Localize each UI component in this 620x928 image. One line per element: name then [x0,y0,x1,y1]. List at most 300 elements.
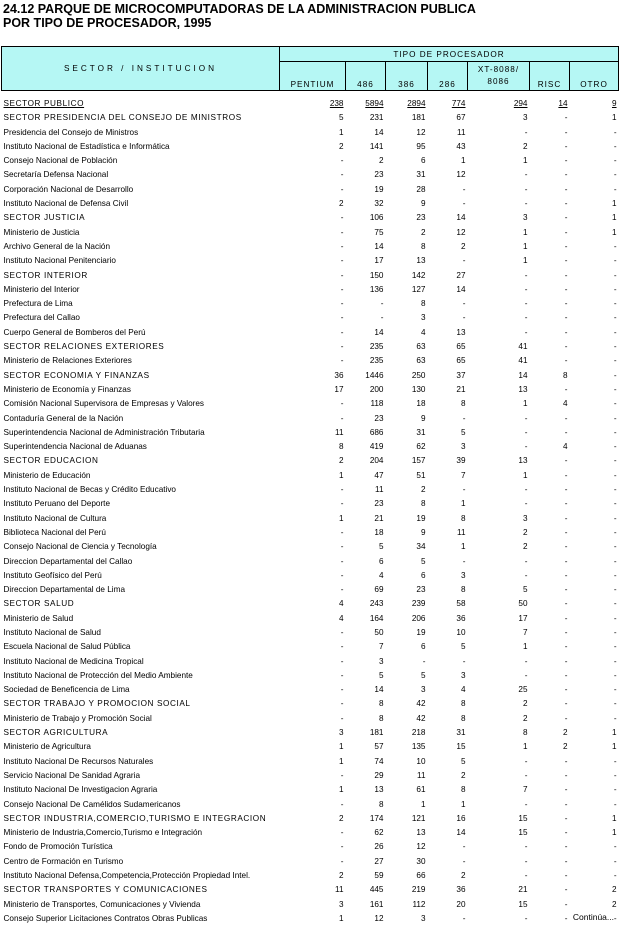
cell-value: 1 [522,470,528,480]
table-body [2,91,619,927]
cell-value: - [613,699,617,709]
cell-value: 219 [411,885,426,895]
cell-value: - [564,327,568,337]
cell-value: 8 [460,699,466,709]
cell-value: - [564,613,568,623]
cell-value: 8 [460,785,466,795]
cell-value: 1 [460,799,466,809]
row-name: Ministerio de Industria,Comercio,Turismo e Integración [3,828,203,838]
institution-row [2,397,619,411]
cell-value: - [524,313,528,323]
row-name: Direccion Departamental del Callao [3,556,133,566]
cell-value: - [613,299,617,309]
cell-value: - [462,413,466,423]
cell-value: 3 [522,113,528,123]
cell-value: - [524,570,528,580]
row-name: Direccion Departamental de Lima [3,585,126,595]
sector-row [2,340,619,354]
cell-value: 2 [460,871,466,881]
cell-value: - [564,284,568,294]
cell-value: 8 [460,713,466,723]
cell-value: - [613,856,617,866]
row-name: Ministerio de Transportes, Comunicaciones y Vivienda [3,899,201,909]
cell-value: 1 [611,742,617,752]
cell-value: 8 [338,442,344,452]
cell-value: 31 [416,170,426,180]
cell-value: - [613,585,617,595]
cell-value: - [613,627,617,637]
cell-value: - [613,284,617,294]
cell-value: 9 [420,413,426,423]
cell-value: 12 [416,842,426,852]
cell-value: 3 [378,656,384,666]
sector-column-header: SECTOR / INSTITUCION [2,47,280,91]
cell-value: 37 [456,370,466,380]
cell-value: 13 [456,327,466,337]
cell-value: - [524,413,528,423]
cell-value: 30 [416,856,426,866]
row-name: Comisión Nacional Supervisora de Empresas y Valores [3,399,205,409]
cell-value: - [613,485,617,495]
cell-value: - [524,670,528,680]
institution-row [2,412,619,426]
institution-row [2,440,619,454]
cell-value: - [613,713,617,723]
cell-value: 2 [562,728,568,738]
cell-value: 29 [374,770,384,780]
institution-row [2,254,619,268]
cell-value: - [340,856,344,866]
cell-value: - [613,156,617,166]
cell-value: - [524,299,528,309]
cell-value: 142 [411,270,426,280]
institution-row [2,555,619,569]
cell-value: 23 [416,213,426,223]
sector-row [2,269,619,283]
cell-value: - [524,913,528,923]
row-name: Fondo de Promoción Turística [3,842,113,852]
cell-value: - [564,384,568,394]
cell-value: - [613,799,617,809]
cell-value: - [613,327,617,337]
cell-value: - [524,485,528,495]
institution-row [2,898,619,912]
cell-value: 19 [374,184,384,194]
cell-value: 7 [522,785,528,795]
cell-value: 1 [611,199,617,209]
row-name: Ministerio de Economía y Finanzas [3,384,131,394]
cell-value: 3 [460,570,466,580]
cell-value: 19 [416,627,426,637]
cell-value: 14 [374,685,384,695]
cell-value: - [340,713,344,723]
institution-row [2,483,619,497]
cell-value: 5 [338,113,344,123]
cell-value: 1 [338,913,344,923]
row-name: Instituto Nacional De Recursos Naturales [3,756,154,766]
institution-row [2,497,619,511]
cell-value: 50 [374,627,384,637]
cell-value: - [340,170,344,180]
cell-value: 1 [338,513,344,523]
cell-value: 50 [518,599,528,609]
institution-row [2,569,619,583]
cell-value: - [524,427,528,437]
cell-value: 4 [338,613,344,623]
cell-value: 1 [460,499,466,509]
cell-value: - [613,513,617,523]
cell-value: - [613,170,617,180]
cell-value: 204 [369,456,384,466]
row-name: SECTOR EDUCACION [3,456,99,466]
cell-value: 39 [456,456,466,466]
cell-value: - [564,127,568,137]
cell-value: 1 [338,127,344,137]
cell-value: - [564,813,568,823]
cell-value: 3 [338,899,344,909]
cell-value: 3 [420,913,426,923]
cell-value: - [613,127,617,137]
cell-value: - [564,785,568,795]
cell-value: 66 [416,871,426,881]
cell-value: 5 [378,542,384,552]
cell-value: - [524,442,528,452]
cell-value: - [462,913,466,923]
cell-value: - [613,141,617,151]
institution-row [2,140,619,154]
row-name: Prefectura de Lima [3,299,73,309]
cell-value: - [340,627,344,637]
cell-value: - [613,613,617,623]
cell-value: - [613,913,617,923]
cell-value: 7 [460,470,466,480]
cell-value: 5 [460,427,466,437]
cell-value: - [340,213,344,223]
cell-value: 8 [420,299,426,309]
row-name: SECTOR RELACIONES EXTERIORES [3,342,165,352]
cell-value: 2 [460,770,466,780]
cell-value: 1 [522,256,528,266]
cell-value: 42 [416,713,426,723]
cell-value: - [340,256,344,266]
cell-value: - [613,642,617,652]
cell-value: 4 [420,327,426,337]
cell-value: 14 [374,327,384,337]
cell-value: - [462,299,466,309]
cell-value: 1 [522,399,528,409]
cell-value: - [613,871,617,881]
col-header-risc: RISC [530,62,570,91]
cell-value: - [564,342,568,352]
cell-value: - [564,699,568,709]
row-name: Sociedad de Beneficencia de Lima [3,685,130,695]
cell-value: 11 [457,127,466,137]
cell-value: - [564,527,568,537]
cell-value: 42 [416,699,426,709]
institution-row [2,354,619,368]
row-name: Servicio Nacional De Sanidad Agraria [3,770,141,780]
cell-value: 1446 [365,370,384,380]
cell-value: - [564,413,568,423]
cell-value: 5 [522,585,528,595]
cell-value: 1 [611,113,617,123]
sector-row [2,812,619,826]
cell-value: 14 [456,284,466,294]
cell-value: - [564,427,568,437]
cell-value: - [613,685,617,695]
institution-row [2,683,619,697]
cell-value: 135 [411,742,426,752]
row-name: SECTOR PUBLICO [3,99,85,108]
cell-value: - [380,313,384,323]
cell-value: 157 [411,456,426,466]
cell-value: 62 [416,442,426,452]
cell-value: - [340,842,344,852]
row-name: Escuela Nacional de Salud Pública [3,642,131,652]
row-name: Consejo Superior Licitaciones Contratos Obras Publicas [3,913,208,923]
cell-value: - [340,656,344,666]
cell-value: 2 [611,885,617,895]
cell-value: - [462,856,466,866]
cell-value: - [613,384,617,394]
institution-row [2,669,619,683]
cell-value: 6 [378,556,384,566]
institution-row [2,783,619,797]
cell-value: 1 [522,742,528,752]
cell-value: 43 [456,141,466,151]
cell-value: - [340,156,344,166]
cell-value: - [564,713,568,723]
cell-value: 121 [411,813,426,823]
institution-row [2,840,619,854]
cell-value: - [613,785,617,795]
cell-value: - [564,213,568,223]
row-name: Contaduría General de la Nación [3,413,124,423]
cell-value: 6 [420,156,426,166]
cell-value: - [564,770,568,780]
cell-value: 127 [411,284,426,294]
cell-value: 5 [460,756,466,766]
cell-value: - [340,828,344,838]
cell-value: - [340,770,344,780]
row-name: Instituto Nacional De Investigacion Agraria [3,785,158,795]
cell-value: - [524,284,528,294]
cell-value: - [340,799,344,809]
institution-row [2,826,619,840]
page-title [3,2,476,30]
sector-row [2,726,619,740]
row-name: Ministerio de Educación [3,470,91,480]
cell-value: 8 [378,699,384,709]
cell-value: 10 [456,627,466,637]
cell-value: 3 [460,670,466,680]
cell-value: 58 [456,599,466,609]
cell-value: 8 [420,499,426,509]
row-name: SECTOR TRABAJO Y PROMOCION SOCIAL [3,699,191,709]
cell-value: 1 [611,213,617,223]
cell-value: - [613,241,617,251]
cell-value: 1 [338,756,344,766]
cell-value: 2 [460,241,466,251]
cell-value: 2 [522,699,528,709]
cell-value: 5 [420,556,426,566]
cell-value: - [564,685,568,695]
cell-value: 2 [420,227,426,237]
cell-value: 23 [374,170,384,180]
cell-value: - [613,313,617,323]
cell-value: 2 [338,456,344,466]
cell-value: 2 [522,542,528,552]
cell-value: - [564,170,568,180]
cell-value: - [613,499,617,509]
cell-value: 3 [460,442,466,452]
cell-value: - [524,184,528,194]
cell-value: 21 [518,885,528,895]
cell-value: 2 [338,199,344,209]
cell-value: - [524,842,528,852]
cell-value: 106 [369,213,384,223]
institution-row [2,126,619,140]
col-header-486: 486 [346,62,386,91]
cell-value: - [564,470,568,480]
cell-value: - [613,556,617,566]
cell-value: - [564,885,568,895]
cell-value: 23 [416,585,426,595]
row-name: Consejo Nacional De Camélidos Sudamericanos [3,799,181,809]
cell-value: 21 [456,384,466,394]
cell-value: 59 [374,871,384,881]
cell-value: - [564,570,568,580]
cell-value: 57 [374,742,384,752]
cell-value: - [613,527,617,537]
row-name: SECTOR SALUD [3,599,75,609]
cell-value: 20 [456,899,466,909]
sector-row [2,91,619,112]
title-line-1: 24.12 PARQUE DE MICROCOMPUTADORAS DE LA ADMINISTRACION PUBLICA [3,2,476,16]
row-name: Ministerio de Justicia [3,227,80,237]
cell-value: - [613,756,617,766]
row-name: SECTOR JUSTICIA [3,213,86,223]
institution-row [2,655,619,669]
institution-row [2,540,619,554]
cell-value: - [462,842,466,852]
cell-value: 8 [562,370,568,380]
cell-value: 8 [522,728,528,738]
cell-value: 2 [338,813,344,823]
cell-value: - [340,342,344,352]
cell-value: 5 [378,670,384,680]
cell-value: 11 [335,885,344,895]
cell-value: - [422,656,426,666]
cell-value: - [613,770,617,780]
cell-value: 11 [457,527,466,537]
cell-value: 2 [522,527,528,537]
cell-value: - [564,270,568,280]
cell-value: - [613,542,617,552]
cell-value: 150 [369,270,384,280]
cell-value: 41 [518,342,528,352]
sector-row [2,369,619,383]
row-name: Superintendencia Nacional de Aduanas [3,442,147,452]
cell-value: 130 [411,384,426,394]
cell-value: - [340,284,344,294]
cell-value: - [524,799,528,809]
cell-value: 13 [374,785,384,795]
cell-value: - [462,485,466,495]
cell-value: 1 [460,542,466,552]
cell-value: - [524,127,528,137]
institution-row [2,869,619,883]
cell-value: - [564,141,568,151]
row-name: Corporación Nacional de Desarrollo [3,184,134,194]
cell-value: - [564,899,568,909]
cell-value: - [613,399,617,409]
institution-row [2,855,619,869]
cell-value: 445 [369,885,384,895]
cell-value: - [340,184,344,194]
cell-value: 2 [378,156,384,166]
row-name: Instituto Nacional de Medicina Tropical [3,656,144,666]
cell-value: 7 [378,642,384,652]
cell-value: - [564,113,568,123]
cell-value: 2 [522,141,528,151]
cell-value: 1 [611,227,617,237]
cell-value: - [340,556,344,566]
institution-row [2,469,619,483]
cell-value: 8 [420,241,426,251]
cell-value: 17 [518,613,528,623]
cell-value: 141 [369,141,384,151]
cell-value: - [564,670,568,680]
cell-value: - [564,485,568,495]
row-name: Ministerio del Interior [3,284,80,294]
cell-value: - [613,442,617,452]
cell-value: - [613,656,617,666]
sector-row [2,111,619,125]
row-name: SECTOR INDUSTRIA,COMERCIO,TURISMO E INTEGRACION [3,813,267,823]
cell-value: - [340,585,344,595]
cell-value: 4 [338,599,344,609]
cell-value: 14 [456,828,466,838]
cell-value: 18 [416,399,426,409]
cell-value: - [340,670,344,680]
institution-row [2,168,619,182]
cell-value: 6 [420,642,426,652]
cell-value: - [613,470,617,480]
cell-value: - [524,756,528,766]
cell-value: 118 [370,399,384,409]
cell-value: - [564,456,568,466]
cell-value: 34 [416,542,426,552]
row-name: Biblioteca Nacional del Perú [3,527,106,537]
cell-value: - [564,299,568,309]
row-name: Instituto Nacional de Protección del Medio Ambiente [3,670,193,680]
cell-value: 200 [369,384,384,394]
cell-value: 36 [456,885,466,895]
cell-value: 18 [374,527,384,537]
cell-value: 75 [374,227,384,237]
cell-value: - [340,527,344,537]
institution-row [2,740,619,754]
cell-value: - [564,656,568,666]
cell-value: - [613,427,617,437]
cell-value: 12 [374,913,384,923]
row-name: SECTOR TRANSPORTES Y COMUNICACIONES [3,885,208,895]
institution-row [2,512,619,526]
cell-value: - [340,399,344,409]
row-name: Prefectura del Callao [3,313,80,323]
cell-value: 8 [460,399,466,409]
